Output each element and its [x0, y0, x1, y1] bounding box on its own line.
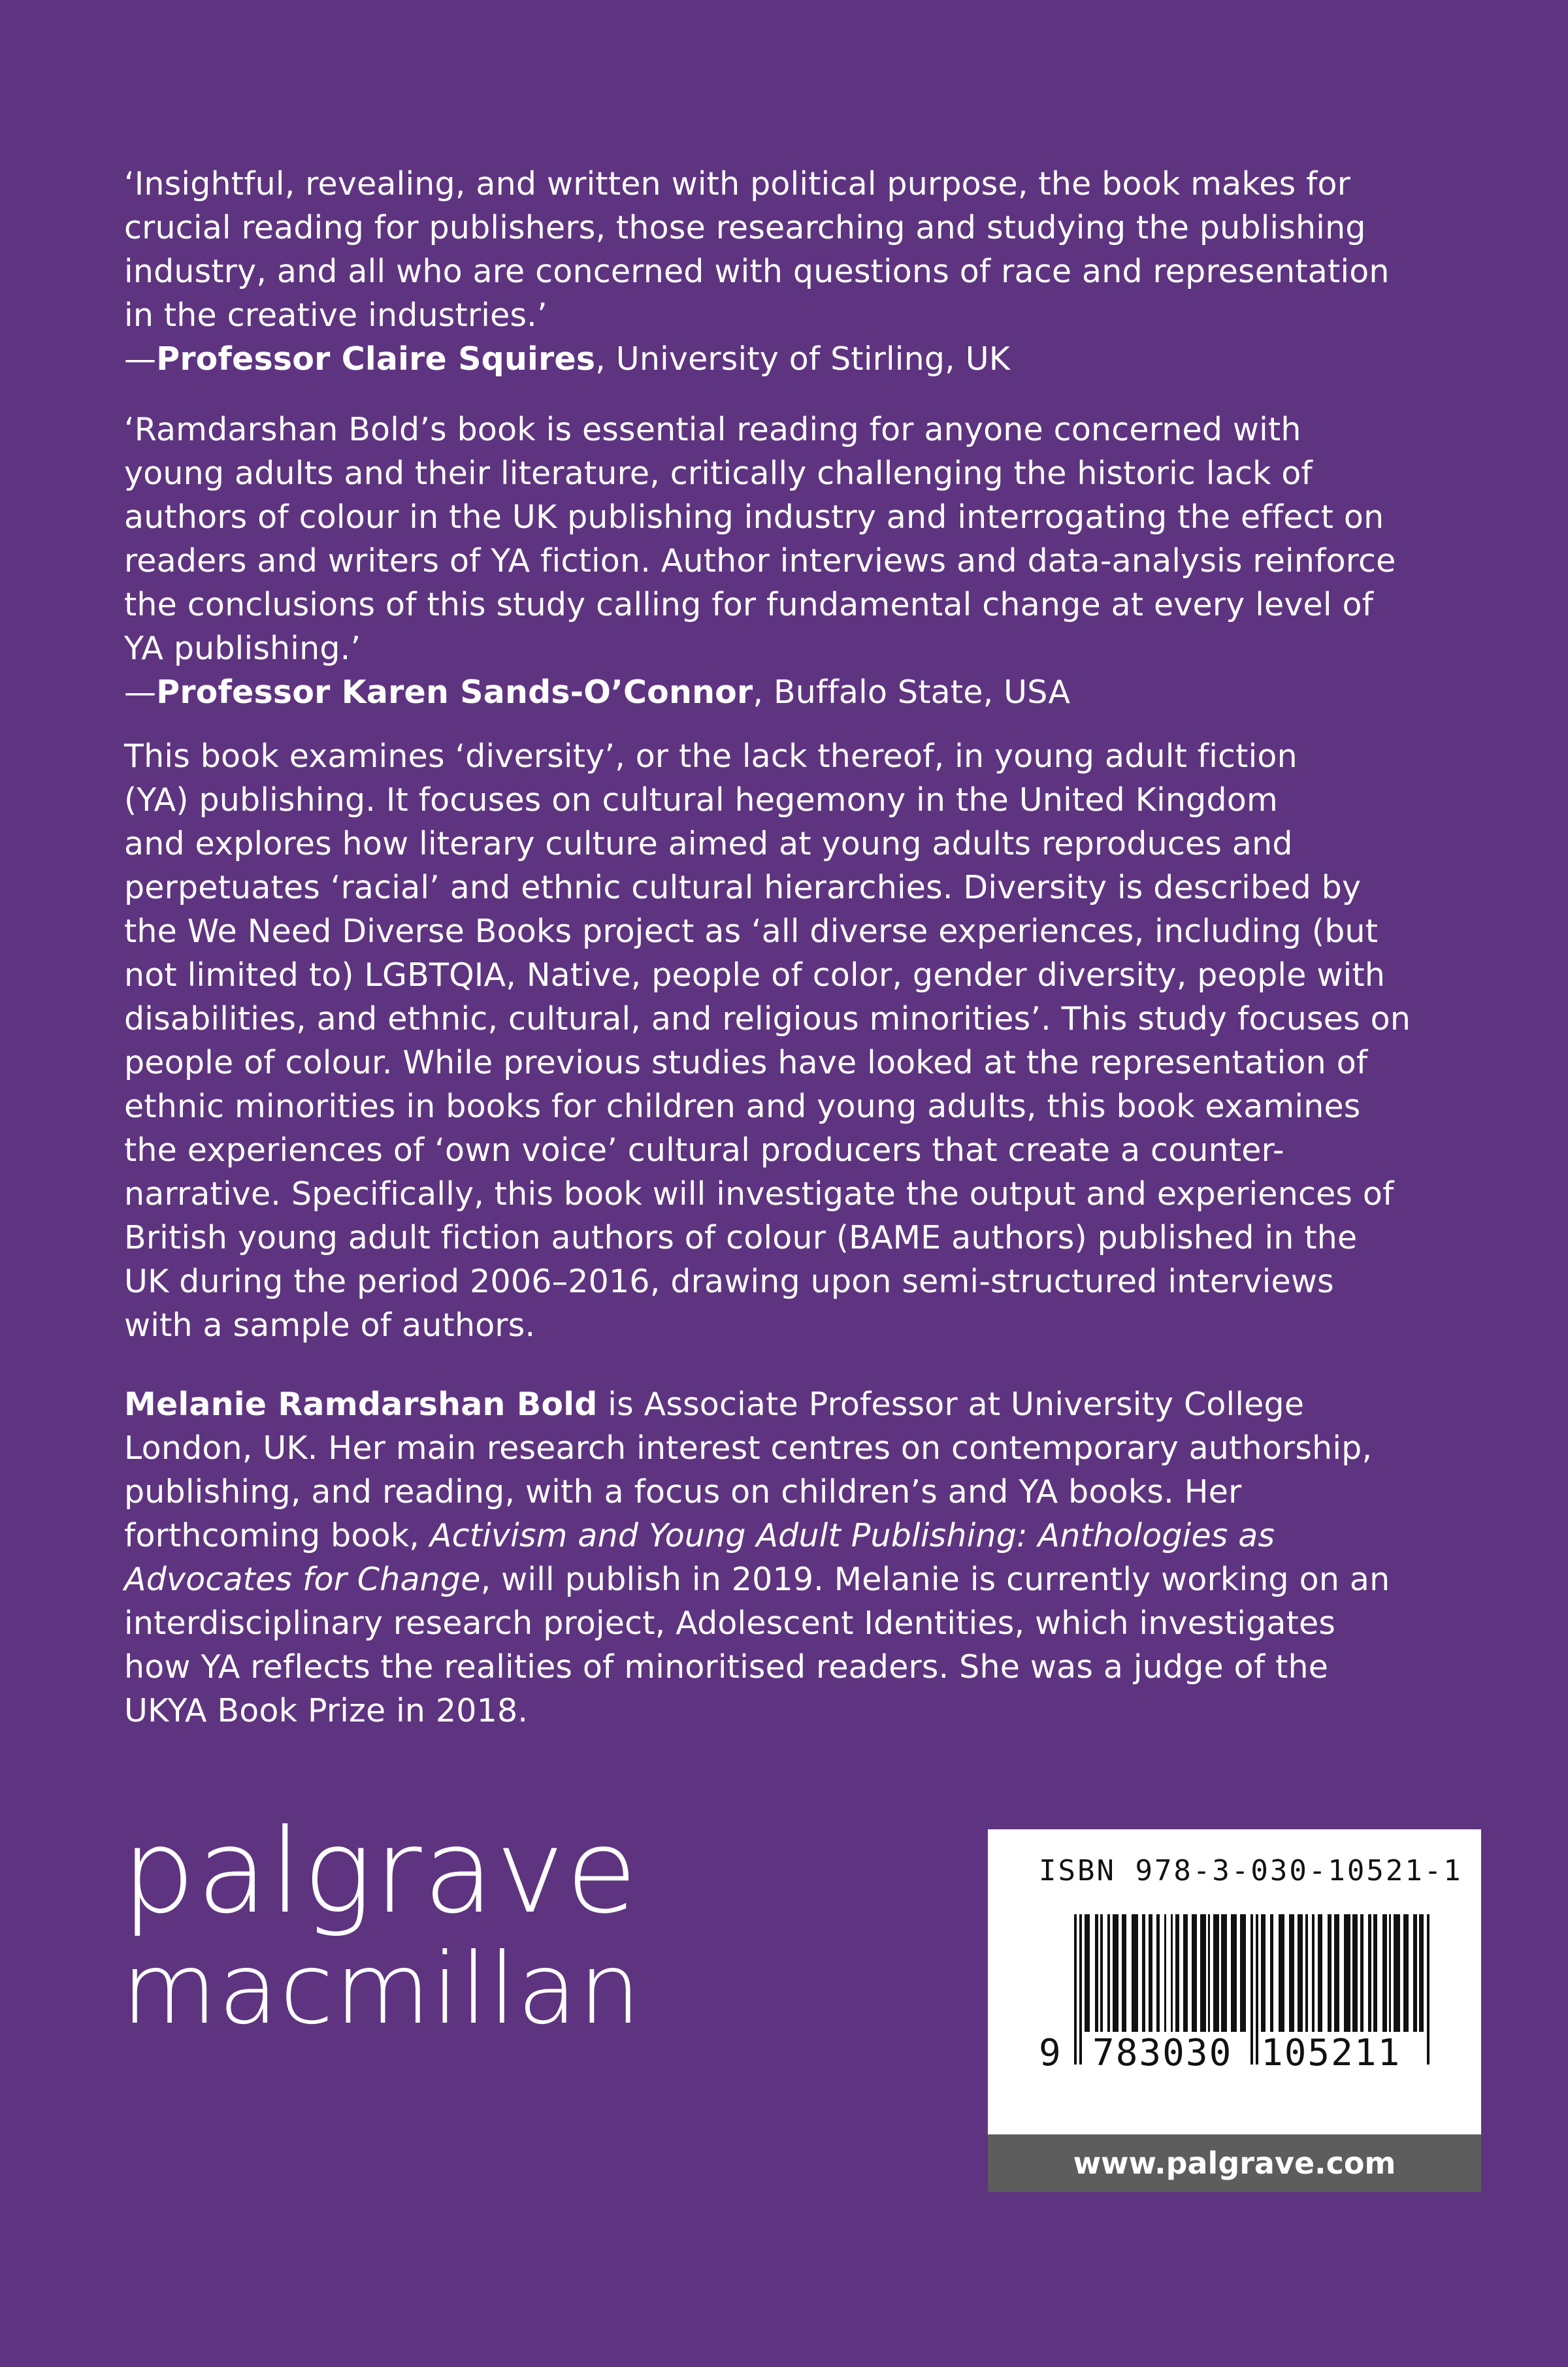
barcode-bar — [1419, 1914, 1424, 2032]
author-name: Melanie Ramdarshan Bold — [124, 1386, 598, 1423]
description-line: the We Need Diverse Books project as ‘all diverse experiences, including (but — [124, 913, 1379, 950]
barcode-bar — [1085, 1914, 1090, 2032]
bio-line: interdisciplinary research project, Adolescent Identities, which investigates — [124, 1605, 1336, 1642]
barcode-left-digits: 783030 — [1092, 2032, 1233, 2074]
barcode-bar — [1394, 1914, 1400, 2032]
barcode-right-digits: 105211 — [1261, 2032, 1401, 2074]
barcode-bar — [1100, 1914, 1103, 2032]
quote-line: YA publishing.’ — [124, 630, 361, 667]
description-line: British young adult fiction authors of colour (BAME authors) published in the — [124, 1219, 1358, 1256]
barcode-bar — [1132, 1914, 1138, 2032]
barcode-first-digit: 9 — [1039, 2032, 1061, 2074]
quote-line: the conclusions of this study calling for fundamental change at every level of — [124, 586, 1374, 623]
endorsement-quote-1 — [124, 162, 1490, 381]
description-line: perpetuates ‘racial’ and ethnic cultural hierarchies. Diversity is described by — [124, 869, 1362, 906]
bio-line: publishing, and reading, with a focus on children’s and YA books. Her — [124, 1473, 1242, 1510]
barcode-bar — [1095, 1914, 1098, 2032]
description-line: disabilities, and ethnic, cultural, and religious minorities’. This study focuses on — [124, 1000, 1411, 1037]
description-line: ethnic minorities in books for children and young adults, this book examines — [124, 1088, 1361, 1125]
forthcoming-book-title: Advocates for Change — [124, 1561, 481, 1598]
book-description — [124, 734, 1490, 1347]
bio-text: is Associate Professor at University College — [597, 1386, 1305, 1423]
bio-line: UKYA Book Prize in 2018. — [124, 1692, 529, 1729]
endorser-affiliation: , University of Stirling, UK — [595, 340, 1011, 378]
bio-line — [124, 1382, 1490, 1426]
barcode-bar — [1156, 1914, 1160, 2032]
publisher-url: www.palgrave.com — [988, 2134, 1481, 2192]
barcode-bar — [1334, 1914, 1339, 2032]
barcode-digits — [1039, 2032, 1431, 2079]
barcode-bar — [1318, 1914, 1322, 2032]
bio-line: how YA reflects the realities of minoritised readers. She was a judge of the — [124, 1648, 1329, 1686]
forthcoming-book-title: Activism and Young Adult Publishing: Anthologies as — [429, 1517, 1275, 1554]
endorser-name: Professor Karen Sands-O’Connor — [156, 674, 753, 711]
quote-attribution — [124, 670, 1490, 714]
quote-line: ‘Ramdarshan Bold’s book is essential reading for anyone concerned with — [124, 411, 1301, 448]
barcode-bar — [1373, 1914, 1377, 2032]
barcode-bar — [1231, 1914, 1237, 2032]
quote-line: crucial reading for publishers, those researching and studying the publishing — [124, 209, 1366, 246]
isbn-label: ISBN 978-3-030-10521-1 — [1039, 1854, 1463, 1887]
barcode-bar — [1171, 1914, 1173, 2032]
barcode-bar — [1208, 1914, 1210, 2032]
description-line: narrative. Specifically, this book will investigate the output and experiences of — [124, 1175, 1394, 1213]
description-line: This book examines ‘diversity’, or the lack thereof, in young adult fiction — [124, 738, 1298, 775]
quote-line: authors of colour in the UK publishing industry and interrogating the effect on — [124, 498, 1384, 536]
barcode-bar — [1113, 1914, 1119, 2032]
barcode-bar — [1261, 1914, 1266, 2032]
logo-macmillan: macmillan — [122, 1933, 642, 2046]
barcode-bar — [1149, 1914, 1152, 2032]
barcode-bar — [1360, 1914, 1364, 2032]
barcode-bar — [1213, 1914, 1219, 2032]
barcode-bar — [1279, 1914, 1284, 2032]
bio-text: , will publish in 2019. Melanie is currently working on an — [480, 1561, 1390, 1598]
barcode-bar — [1221, 1914, 1227, 2032]
barcode-bar — [1200, 1914, 1206, 2032]
quote-line: young adults and their literature, critically challenging the historic lack of — [124, 455, 1313, 492]
quote-line: readers and writers of YA fiction. Author interviews and data-analysis reinforce — [124, 542, 1396, 580]
bio-line — [124, 1558, 1490, 1601]
publisher-logo — [122, 1804, 644, 2046]
barcode-bar — [1122, 1914, 1126, 2032]
endorser-affiliation: , Buffalo State, USA — [753, 674, 1071, 711]
barcode-bar — [1107, 1914, 1110, 2032]
barcode-bar — [1289, 1914, 1294, 2032]
bio-text: forthcoming book, — [124, 1517, 430, 1554]
attribution-dash: — — [124, 674, 157, 711]
barcode-bar — [1183, 1914, 1188, 2032]
barcode-bar — [1192, 1914, 1197, 2032]
quote-line: in the creative industries.’ — [124, 297, 547, 334]
barcode-bar — [1305, 1914, 1308, 2032]
barcode-bar — [1240, 1914, 1246, 2032]
barcode-bar — [1403, 1914, 1409, 2032]
attribution-dash: — — [124, 340, 157, 378]
barcode-bar — [1298, 1914, 1303, 2032]
description-line: people of colour. While previous studies have looked at the representation of — [124, 1044, 1368, 1081]
isbn-barcode-box — [988, 1829, 1481, 2192]
description-line: the experiences of ‘own voice’ cultural producers that create a counter- — [124, 1132, 1284, 1169]
barcode-bar — [1344, 1914, 1350, 2032]
author-bio — [124, 1382, 1490, 1733]
barcode-bar — [1142, 1914, 1145, 2032]
barcode-bar — [1270, 1914, 1273, 2032]
barcode-bar — [1175, 1914, 1179, 2032]
bio-line: London, UK. Her main research interest centres on contemporary authorship, — [124, 1429, 1373, 1467]
quote-attribution — [124, 337, 1490, 381]
quote-line: ‘Insightful, revealing, and written with political purpose, the book makes for — [124, 165, 1351, 203]
barcode-bar — [1413, 1914, 1417, 2032]
bio-line — [124, 1514, 1490, 1558]
barcode-bar — [1312, 1914, 1315, 2032]
description-line: and explores how literary culture aimed at young adults reproduces and — [124, 825, 1293, 862]
barcode-bar — [1382, 1914, 1387, 2032]
description-line: (YA) publishing. It focuses on cultural hegemony in the United Kingdom — [124, 781, 1278, 819]
endorsement-quote-2 — [124, 408, 1490, 714]
quote-line: industry, and all who are concerned with questions of race and representation — [124, 253, 1390, 290]
barcode-bar — [1389, 1914, 1391, 2032]
barcode-bar — [1368, 1914, 1371, 2032]
description-line: UK during the period 2006–2016, drawing upon semi-structured interviews — [124, 1263, 1334, 1300]
barcode-bar — [1164, 1914, 1166, 2032]
description-line: with a sample of authors. — [124, 1307, 536, 1344]
barcode-bar — [1328, 1914, 1331, 2032]
endorser-name: Professor Claire Squires — [156, 340, 596, 378]
logo-palgrave: palgrave — [122, 1804, 639, 1939]
barcode-bar — [1352, 1914, 1358, 2032]
description-line: not limited to) LGBTQIA, Native, people of color, gender diversity, people with — [124, 956, 1386, 994]
